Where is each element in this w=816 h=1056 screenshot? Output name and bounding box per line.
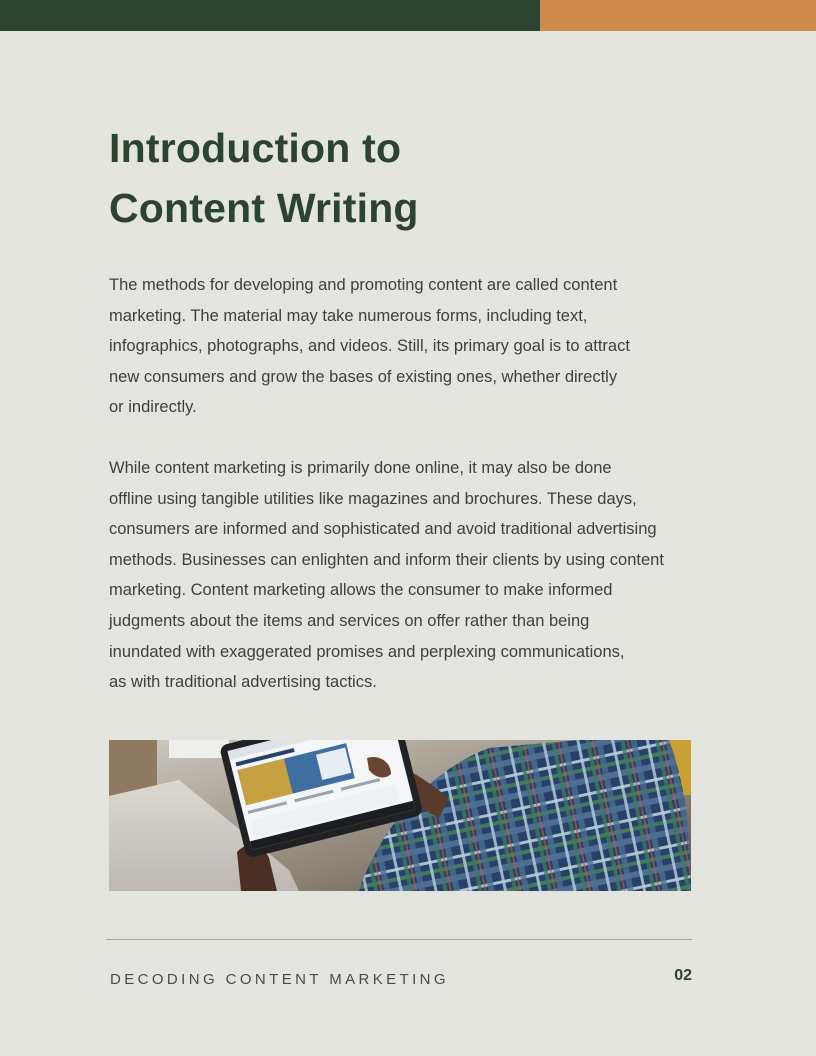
paragraph-line: judgments about the items and services on offer rather than being	[109, 611, 590, 630]
footer-divider	[106, 939, 692, 940]
paragraph-line: infographics, photographs, and videos. Still, its primary goal is to attract	[109, 337, 630, 356]
paragraph-line: offline using tangible utilities like magazines and brochures. These days,	[109, 489, 637, 508]
page-title	[109, 118, 669, 238]
second-paragraph	[109, 453, 709, 698]
paragraph-line: marketing. The material may take numerous forms, including text,	[109, 306, 588, 325]
tablet-photo	[109, 740, 691, 891]
paragraph-line: methods. Businesses can enlighten and inform their clients by using content	[109, 550, 664, 569]
page-number: 02	[674, 967, 692, 984]
paragraph-line: new consumers and grow the bases of existing ones, whether directly	[109, 367, 618, 386]
paragraph-line: or indirectly.	[109, 398, 197, 417]
top-bar-orange	[540, 0, 816, 31]
footer-document-title: DECODING CONTENT MARKETING	[110, 971, 449, 988]
page-title-line: Introduction to	[109, 125, 402, 171]
paragraph-line: The methods for developing and promoting content are called content	[109, 276, 618, 294]
intro-paragraph	[109, 270, 709, 423]
top-bar-green	[0, 0, 540, 31]
paragraph-line: consumers are informed and sophisticated and avoid traditional advertising	[109, 520, 657, 539]
paragraph-line: While content marketing is primarily done online, it may also be done	[109, 459, 612, 477]
paragraph-line: marketing. Content marketing allows the consumer to make informed	[109, 581, 613, 600]
page-title-line: Content Writing	[109, 185, 419, 231]
paragraph-line: inundated with exaggerated promises and perplexing communications,	[109, 642, 625, 661]
paragraph-line: as with traditional advertising tactics.	[109, 673, 377, 692]
